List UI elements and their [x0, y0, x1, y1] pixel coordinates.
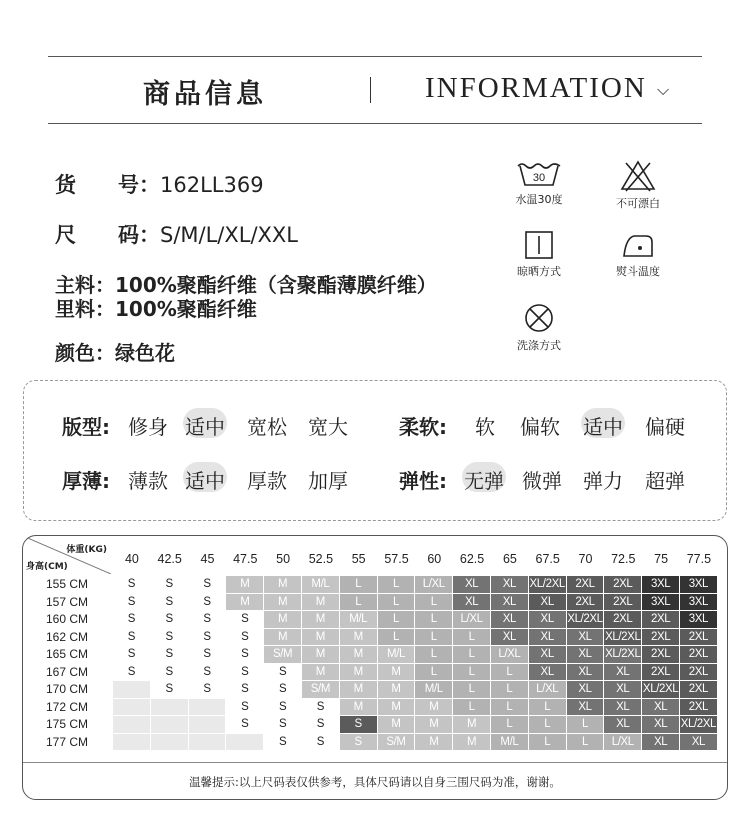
weight-header: 67.5 [535, 552, 560, 566]
size-cell: 2XL [604, 594, 641, 611]
color-value: 绿色花 [115, 341, 175, 365]
size-cell: M/L [302, 576, 339, 593]
wash-30-icon [516, 160, 562, 188]
size-cell: S [189, 594, 226, 611]
size-cell: L [491, 664, 528, 681]
size-cell: M/L [491, 734, 528, 751]
color-row [55, 337, 175, 366]
size-cell: L [415, 611, 452, 628]
size-cell: XL [567, 629, 604, 646]
item-number-label: 货 号： [55, 173, 160, 197]
weight-header: 62.5 [459, 552, 485, 566]
size-cell: XL [567, 699, 604, 716]
material-main: 主料：100%聚酯纤维（含聚酯薄膜纤维） [55, 273, 437, 297]
weight-header: 77.5 [686, 552, 712, 566]
size-cell: M [453, 716, 490, 733]
material-lining: 里料：100%聚酯纤维 [55, 297, 257, 321]
softness-option[interactable]: 软 [475, 415, 495, 439]
height-axis-label: 身高(CM) [26, 562, 68, 572]
fit-option-selected[interactable]: 适中 [185, 411, 225, 440]
size-cell: XL [529, 629, 566, 646]
care-iron [603, 230, 673, 279]
size-cell: S [340, 734, 377, 751]
size-cell: 2XL [680, 664, 717, 681]
size-cell: M [415, 699, 452, 716]
softness-label: 柔软: [399, 415, 447, 439]
size-cell: M [302, 629, 339, 646]
size-cell [113, 681, 150, 698]
elasticity-option-selected[interactable]: 无弹 [464, 465, 504, 494]
size-cell: 3XL [680, 611, 717, 628]
line-dry-icon [524, 230, 554, 260]
weight-header: 65 [502, 552, 517, 566]
size-cell: L [415, 646, 452, 663]
size-cell: S [226, 629, 263, 646]
care-iron-label: 熨斗温度 [616, 265, 660, 278]
size-cell: 2XL [680, 699, 717, 716]
size-cell: M [378, 681, 415, 698]
care-bleach [603, 160, 673, 211]
size-cell: M/L [378, 646, 415, 663]
size-cell: 3XL [642, 594, 679, 611]
size-cell: S [264, 716, 301, 733]
size-cell: L [567, 734, 604, 751]
size-cell: XL [529, 594, 566, 611]
size-cell: L [453, 681, 490, 698]
weight-header: 57.5 [384, 552, 409, 566]
size-cell: S [264, 734, 301, 751]
height-label: 177 CM [45, 734, 89, 749]
item-number-row [55, 169, 264, 199]
size-cell: 3XL [680, 576, 717, 593]
size-cell: L [378, 611, 415, 628]
size-cell: XL [604, 699, 641, 716]
no-bleach-icon [618, 160, 658, 192]
size-cell: 3XL [642, 576, 679, 593]
care-washing-label: 洗涤方式 [517, 339, 561, 352]
size-cell: XL/2XL [529, 576, 566, 593]
size-cell: S [189, 611, 226, 628]
weight-header: 72.5 [611, 552, 636, 566]
size-cell: L [415, 664, 452, 681]
elasticity-option[interactable]: 弹力 [583, 469, 623, 493]
size-cell: S [151, 646, 188, 663]
size-cell: XL [567, 664, 604, 681]
size-cell: XL [453, 576, 490, 593]
size-cell: L [491, 681, 528, 698]
height-label: 170 CM [45, 682, 89, 696]
size-cell: S [113, 594, 150, 611]
size-cell: M [340, 681, 377, 698]
care-dry-label: 晾晒方式 [517, 265, 561, 278]
size-cell [189, 716, 226, 733]
size-cell: M [453, 734, 490, 751]
size-cell: S [151, 576, 188, 593]
size-cell [151, 716, 188, 733]
size-cell: S [151, 594, 188, 611]
weight-header: 50 [276, 552, 291, 566]
size-chart [22, 535, 728, 800]
weight-header: 47.5 [233, 552, 258, 566]
top-rule [48, 56, 702, 57]
height-label: 165 CM [45, 647, 89, 661]
size-cell: XL/2XL [642, 681, 679, 698]
height-label: 172 CM [45, 699, 89, 714]
size-cell: L [491, 716, 528, 733]
size-cell: L [415, 594, 452, 611]
size-cell: XL/2XL [604, 629, 641, 646]
height-label: 175 CM [45, 717, 89, 731]
size-cell: XL [529, 646, 566, 663]
height-label: 160 CM [45, 612, 89, 626]
attributes-panel [23, 380, 727, 521]
size-cell: S [226, 716, 263, 733]
size-cell: S [151, 681, 188, 698]
size-cell: M [340, 699, 377, 716]
height-label: 155 CM [45, 577, 89, 591]
size-cell: XL [642, 716, 679, 733]
size-cell: M [340, 664, 377, 681]
fit-option[interactable]: 修身 [128, 415, 168, 439]
weight-axis-label: 体重(KG) [66, 545, 107, 555]
size-cell: M [415, 734, 452, 751]
height-label: 162 CM [45, 629, 89, 644]
size-cell: L [529, 734, 566, 751]
size-cell: 2XL [680, 646, 717, 663]
size-cell: L/XL [604, 734, 641, 751]
iron-low-icon [620, 230, 656, 260]
size-cell: S/M [264, 646, 301, 663]
size-cell: M [340, 646, 377, 663]
size-cell: 2XL [604, 611, 641, 628]
size-cell: M/L [415, 681, 452, 698]
size-cell: 2XL [642, 611, 679, 628]
size-cell: M [378, 699, 415, 716]
size-cell: L [453, 664, 490, 681]
size-cell: XL [567, 681, 604, 698]
weight-header: 42.5 [157, 552, 182, 566]
weight-header: 60 [427, 552, 442, 566]
size-cell: M [264, 576, 301, 593]
size-cell: XL/2XL [567, 611, 604, 628]
size-cell [113, 716, 150, 733]
size-cell: S [151, 629, 188, 646]
elasticity-option[interactable]: 微弹 [522, 469, 562, 493]
elasticity-option[interactable]: 超弹 [645, 469, 685, 493]
softness-option[interactable]: 偏软 [520, 415, 560, 439]
size-cell: S [113, 611, 150, 628]
weight-header: 40 [124, 552, 139, 566]
no-wash-icon [523, 302, 555, 334]
size-cell: S [189, 664, 226, 681]
care-dry [504, 230, 574, 279]
size-cell [226, 734, 263, 751]
size-cell: XL [642, 699, 679, 716]
size-cell: S [151, 611, 188, 628]
size-cell: 2XL [680, 629, 717, 646]
size-cell: XL [491, 629, 528, 646]
size-cell: S [302, 734, 339, 751]
color-label: 颜色： [55, 341, 115, 365]
size-cell [151, 734, 188, 751]
size-cell: 3XL [680, 594, 717, 611]
care-bleach-label: 不可漂白 [616, 197, 660, 210]
size-cell: XL [491, 611, 528, 628]
height-label: 157 CM [45, 594, 89, 609]
title-zh: 商品信息 [143, 79, 267, 110]
fit-option[interactable]: 宽松 [247, 415, 287, 439]
size-cell [189, 699, 226, 716]
size-value: S/M/L/XL/XXL [160, 223, 299, 247]
size-cell: L/XL [453, 611, 490, 628]
size-cell: M [226, 594, 263, 611]
title-en: INFORMATION [425, 72, 647, 104]
size-cell: L [415, 629, 452, 646]
size-cell: S [189, 646, 226, 663]
size-cell: XL [642, 734, 679, 751]
size-cell: S [113, 646, 150, 663]
size-cell: L [378, 576, 415, 593]
size-cell: M [264, 629, 301, 646]
fit-label: 版型: [62, 415, 110, 439]
size-cell: XL [491, 576, 528, 593]
size-cell [189, 734, 226, 751]
size-tip: 温馨提示:以上尺码表仅供参考，具体尺码请以自身三围尺码为准，谢谢。 [23, 762, 727, 800]
size-cell: S [226, 699, 263, 716]
size-cell: L/XL [415, 576, 452, 593]
size-cell: S [113, 629, 150, 646]
item-number-value: 162LL369 [160, 173, 264, 197]
size-cell: 2XL [642, 664, 679, 681]
size-cell: M [226, 576, 263, 593]
size-cell: 2XL [642, 646, 679, 663]
size-cell: XL [567, 646, 604, 663]
size-cell: 2XL [680, 681, 717, 698]
care-wash-label: 水温30度 [515, 193, 563, 206]
size-cell: 2XL [567, 576, 604, 593]
size-cell: L [378, 594, 415, 611]
care-wash [504, 160, 574, 207]
size-cell: XL [604, 664, 641, 681]
size-cell: S/M [302, 681, 339, 698]
size-cell: M [378, 716, 415, 733]
size-cell: M [302, 646, 339, 663]
size-cell: L [453, 646, 490, 663]
size-cell: XL [604, 716, 641, 733]
size-cell: L [529, 716, 566, 733]
size-cell: L/XL [529, 681, 566, 698]
size-cell: S [264, 699, 301, 716]
size-cell [113, 734, 150, 751]
thickness-label: 厚薄: [62, 469, 110, 493]
size-cell: M [264, 594, 301, 611]
thickness-option[interactable]: 厚款 [247, 469, 287, 493]
size-cell: XL [604, 681, 641, 698]
size-cell: S [151, 664, 188, 681]
size-cell: L [529, 699, 566, 716]
size-cell: S [340, 716, 377, 733]
care-washing [504, 302, 574, 353]
bottom-rule [48, 123, 702, 124]
weight-header: 70 [578, 552, 593, 566]
size-cell: L [491, 699, 528, 716]
size-cell: S [113, 576, 150, 593]
size-cell [151, 699, 188, 716]
size-cell: M [415, 716, 452, 733]
size-cell: XL/2XL [680, 716, 717, 733]
weight-header: 75 [654, 552, 669, 566]
size-cell: XL [680, 734, 717, 751]
size-cell: M [340, 629, 377, 646]
size-cell: M [264, 611, 301, 628]
size-cell: M [302, 664, 339, 681]
size-cell: L/XL [491, 646, 528, 663]
size-cell: S [264, 681, 301, 698]
chevron-down-icon[interactable]: ⌵ [657, 80, 670, 99]
size-cell: XL [491, 594, 528, 611]
size-cell: L [340, 576, 377, 593]
elasticity-label: 弹性: [399, 469, 447, 493]
size-cell: XL [453, 594, 490, 611]
size-cell: S [226, 681, 263, 698]
size-cell: S [226, 646, 263, 663]
weight-header: 52.5 [308, 552, 334, 566]
size-cell: M [302, 594, 339, 611]
size-cell: S [189, 629, 226, 646]
size-cell: S [189, 681, 226, 698]
size-cell: M/L [340, 611, 377, 628]
size-cell: M [378, 664, 415, 681]
size-cell: S [226, 664, 263, 681]
size-cell: S [264, 664, 301, 681]
size-cell: L [567, 716, 604, 733]
size-cell: S [189, 576, 226, 593]
size-cell: XL [529, 611, 566, 628]
softness-option[interactable]: 偏硬 [645, 415, 685, 439]
height-label: 167 CM [45, 664, 89, 679]
size-cell: S [302, 716, 339, 733]
title-divider [370, 77, 371, 103]
size-cell: S [302, 699, 339, 716]
size-cell: L [340, 594, 377, 611]
svg-text:30: 30 [532, 172, 546, 184]
size-cell: M [302, 611, 339, 628]
size-cell: S [113, 664, 150, 681]
size-chart-corner [23, 536, 111, 574]
size-cell [113, 699, 150, 716]
softness-option-selected[interactable]: 适中 [583, 411, 623, 440]
fit-option[interactable]: 宽大 [308, 415, 348, 439]
size-cell: S/M [378, 734, 415, 751]
size-cell: L [453, 699, 490, 716]
size-cell: S [226, 611, 263, 628]
weight-header: 45 [200, 552, 215, 566]
thickness-option[interactable]: 加厚 [308, 469, 348, 493]
size-row [55, 219, 298, 249]
size-cell: XL [529, 664, 566, 681]
size-cell: L [453, 629, 490, 646]
size-cell: 2XL [604, 576, 641, 593]
size-cell: L [378, 629, 415, 646]
weight-header: 55 [351, 552, 366, 566]
thickness-option[interactable]: 薄款 [128, 469, 168, 493]
size-cell: 2XL [567, 594, 604, 611]
size-label: 尺 码： [55, 223, 160, 247]
size-cell: XL/2XL [604, 646, 641, 663]
thickness-option-selected[interactable]: 适中 [185, 465, 225, 494]
size-cell: 2XL [642, 629, 679, 646]
